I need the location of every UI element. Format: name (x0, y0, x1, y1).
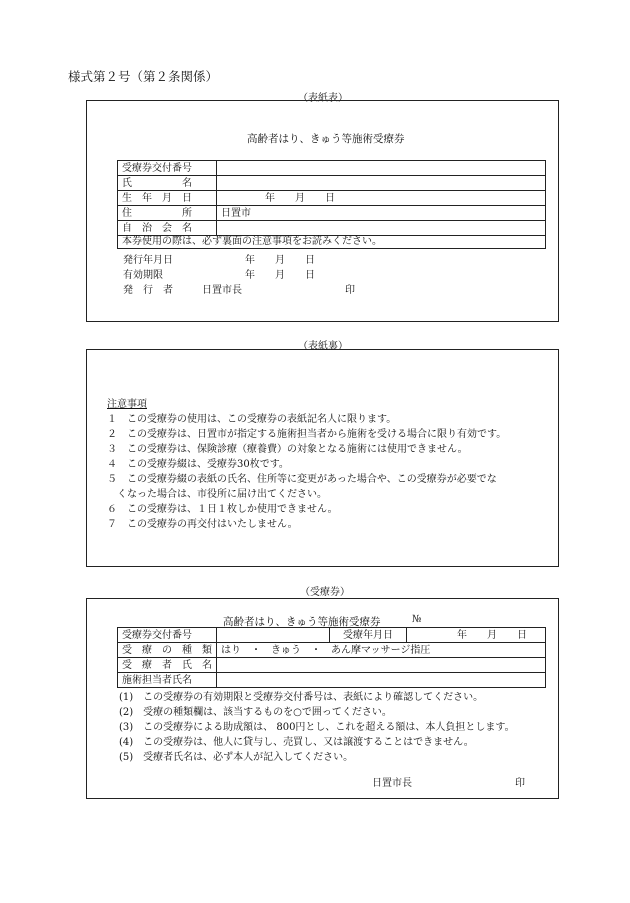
table-row (118, 191, 546, 206)
ticket-note: (1) この受療券の有効期限と受療券交付番号は、表紙により確認してください。 (119, 692, 484, 703)
issuer-label: 発 行 者 (123, 285, 173, 296)
cover-front-title: 高齢者はり、きゅう等施術受療券 (247, 133, 405, 145)
field-label: 生 年 月 日 (118, 191, 217, 206)
field-value (217, 658, 546, 673)
field-label: 受 療 者 氏 名 (118, 658, 217, 673)
field-value (217, 673, 546, 688)
field-value (217, 161, 546, 176)
field-label: 受療年月日 (330, 628, 407, 643)
form-number-heading: 様式第２号（第２条関係） (68, 69, 219, 84)
cover-back-box (86, 349, 559, 567)
table-row (118, 658, 546, 673)
table-row (118, 221, 546, 236)
field-label: 受 療 の 種 類 (118, 643, 217, 658)
expiry-value: 年 月 日 (245, 270, 315, 281)
table-row (118, 161, 546, 176)
note-item: １ この受療券の使用は、この受療券の表紙記名人に限ります。 (107, 414, 397, 425)
field-label: 氏 名 (118, 176, 217, 191)
issue-date-label: 発行年月日 (123, 255, 173, 266)
note-item: ４ この受療券綴は、受療券30枚です。 (107, 459, 289, 470)
field-label: 住 所 (118, 206, 217, 221)
issuer-value: 日置市長 (202, 285, 242, 296)
cover-front-box (86, 100, 559, 322)
notes-heading: 注意事項 (107, 399, 147, 410)
table-row (118, 628, 546, 643)
table-row (118, 176, 546, 191)
ticket-note: (5) 受療者氏名は、必ず本人が記入してください。 (119, 752, 354, 763)
ticket-seal-mark: 印 (515, 778, 525, 789)
note-item: ３ この受療券は、保険診療（療養費）の対象となる施術には使用できません。 (107, 444, 468, 455)
ticket-number-line (412, 614, 489, 628)
cover-front-notice: 本券使用の際は、必ず裏面の注意事項をお読みください。 (117, 235, 546, 249)
note-item: ６ この受療券は、１日１枚しか使用できません。 (107, 504, 338, 515)
field-value: はり ・ きゅう ・ あん摩マッサージ指圧 (217, 643, 546, 658)
field-value (217, 176, 546, 191)
ticket-table (117, 627, 546, 688)
cover-front-table (117, 160, 546, 236)
field-value (217, 628, 330, 643)
issue-date-value: 年 月 日 (245, 255, 315, 266)
seal-mark: 印 (345, 285, 355, 296)
field-value (217, 221, 546, 236)
table-row (118, 206, 546, 221)
table-row (118, 643, 546, 658)
ticket-note: (4) この受療券は、他人に貸与し、売買し、又は譲渡することはできません。 (119, 737, 474, 748)
field-label: 受療券交付番号 (118, 628, 217, 643)
ticket-box (86, 598, 559, 799)
note-item: ５ この受療券綴の表紙の氏名、住所等に変更があった場合や、この受療券が必要でな (107, 474, 497, 485)
table-row (118, 673, 546, 688)
field-label: 自 治 会 名 (118, 221, 217, 236)
cover-front-caption: （表紙表） (298, 93, 348, 104)
note-item: ７ この受療券の再交付はいたしません。 (107, 519, 298, 530)
ticket-title: 高齢者はり、きゅう等施術受療券 (223, 616, 381, 628)
field-value: 日置市 (217, 206, 546, 221)
field-label: 受療券交付番号 (118, 161, 217, 176)
field-value: 年 月 日 (217, 191, 546, 206)
expiry-label: 有効期限 (123, 270, 163, 281)
note-item: くなった場合は、市役所に届け出てください。 (107, 489, 327, 500)
ticket-note: (2) 受療の種類欄は、該当するものを○で囲ってください。 (119, 707, 392, 718)
field-label: 施術担当者氏名 (118, 673, 217, 688)
ticket-issuer: 日置市長 (372, 778, 412, 789)
ticket-number-label: № (412, 614, 422, 625)
ticket-note: (3) この受療券による助成額は、 800円とし、これを超える額は、本人負担とします。 (119, 722, 515, 733)
ticket-caption: （受療券） (300, 587, 350, 598)
note-item: ２ この受療券は、日置市が指定する施術担当者から施術を受ける場合に限り有効です。 (107, 429, 507, 440)
cover-back-caption: （表紙裏） (298, 341, 348, 352)
field-value: 年 月 日 (407, 628, 546, 643)
